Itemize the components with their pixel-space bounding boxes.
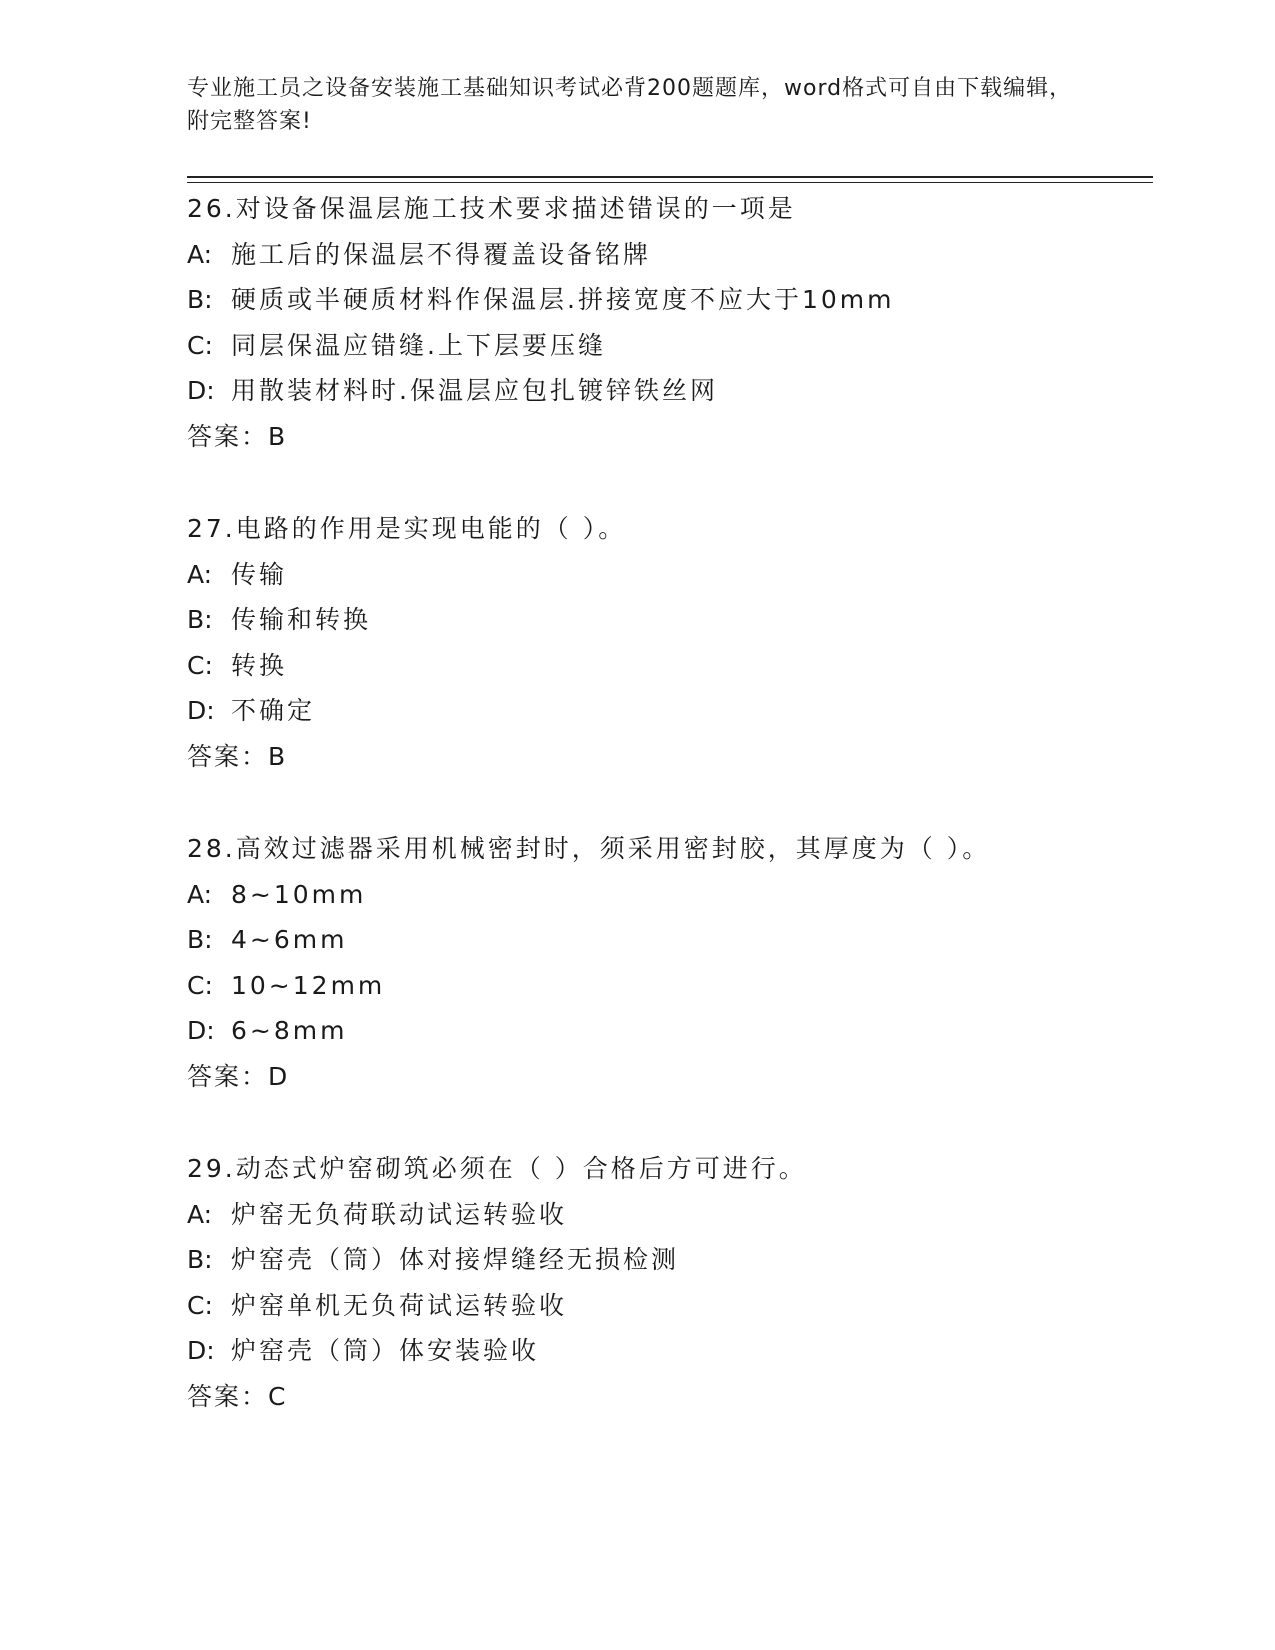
option-label: C: (187, 1290, 213, 1320)
question-stem: 28.高效过滤器采用机械密封时，须采用密封胶，其厚度为（ ）。 (187, 834, 991, 863)
question-stem: 26.对设备保温层施工技术要求描述错误的一项是 (187, 194, 796, 223)
option-c (187, 323, 1147, 369)
option-d (187, 1008, 1147, 1054)
option-text: 同层保温应错缝.上下层要压缝 (231, 330, 606, 360)
answer: 答案：C (187, 1381, 288, 1411)
answer: 答案：B (187, 741, 288, 771)
option-d (187, 1328, 1147, 1374)
question-stem: 27.电路的作用是实现电能的（ ）。 (187, 514, 627, 543)
answer: 答案：B (187, 421, 288, 451)
option-a (187, 552, 1147, 598)
option-a (187, 232, 1147, 278)
option-text: 炉窑单机无负荷试运转验收 (231, 1290, 568, 1320)
option-label: B: (187, 925, 213, 955)
option-b (187, 917, 1147, 963)
option-text: 传输和转换 (231, 605, 372, 635)
option-text: 转换 (231, 650, 288, 680)
question-27 (187, 506, 1147, 780)
option-label: D: (187, 376, 215, 406)
option-label: C: (187, 330, 213, 360)
option-text: 8~10mm (231, 879, 367, 909)
option-d (187, 688, 1147, 734)
option-b (187, 277, 1147, 323)
question-29 (187, 1146, 1147, 1420)
option-b (187, 597, 1147, 643)
option-label: B: (187, 605, 213, 635)
option-text: 用散装材料时.保温层应包扎镀锌铁丝网 (231, 376, 718, 406)
option-label: C: (187, 650, 213, 680)
header-divider (187, 176, 1153, 178)
option-text: 硬质或半硬质材料作保温层.拼接宽度不应大于10mm (231, 285, 895, 315)
option-c (187, 643, 1147, 689)
option-text: 10~12mm (231, 970, 386, 1000)
option-label: C: (187, 970, 213, 1000)
option-b (187, 1237, 1147, 1283)
document-header: 专业施工员之设备安装施工基础知识考试必背200题题库，word格式可自由下载编辑，附完整答案! (187, 76, 1073, 134)
option-d (187, 368, 1147, 414)
answer: 答案：D (187, 1061, 290, 1091)
option-text: 不确定 (231, 696, 316, 726)
option-text: 4~6mm (231, 925, 348, 955)
option-a (187, 872, 1147, 918)
option-text: 施工后的保温层不得覆盖设备铭牌 (231, 239, 652, 269)
option-text: 炉窑壳（筒）体对接焊缝经无损检测 (231, 1245, 680, 1275)
question-26 (187, 186, 1147, 460)
option-c (187, 963, 1147, 1009)
option-label: A: (187, 239, 213, 269)
option-c (187, 1283, 1147, 1329)
option-a (187, 1192, 1147, 1238)
option-label: A: (187, 1199, 213, 1229)
header-divider-thin (187, 182, 1153, 183)
option-label: A: (187, 879, 213, 909)
option-label: D: (187, 1016, 215, 1046)
option-label: B: (187, 285, 213, 315)
option-text: 6~8mm (231, 1016, 348, 1046)
option-label: A: (187, 559, 213, 589)
option-label: D: (187, 696, 215, 726)
option-text: 炉窑无负荷联动试运转验收 (231, 1199, 568, 1229)
question-28 (187, 826, 1147, 1100)
option-label: D: (187, 1336, 215, 1366)
option-label: B: (187, 1245, 213, 1275)
question-stem: 29.动态式炉窑砌筑必须在（ ）合格后方可进行。 (187, 1154, 807, 1183)
option-text: 传输 (231, 559, 288, 589)
option-text: 炉窑壳（筒）体安装验收 (231, 1336, 540, 1366)
